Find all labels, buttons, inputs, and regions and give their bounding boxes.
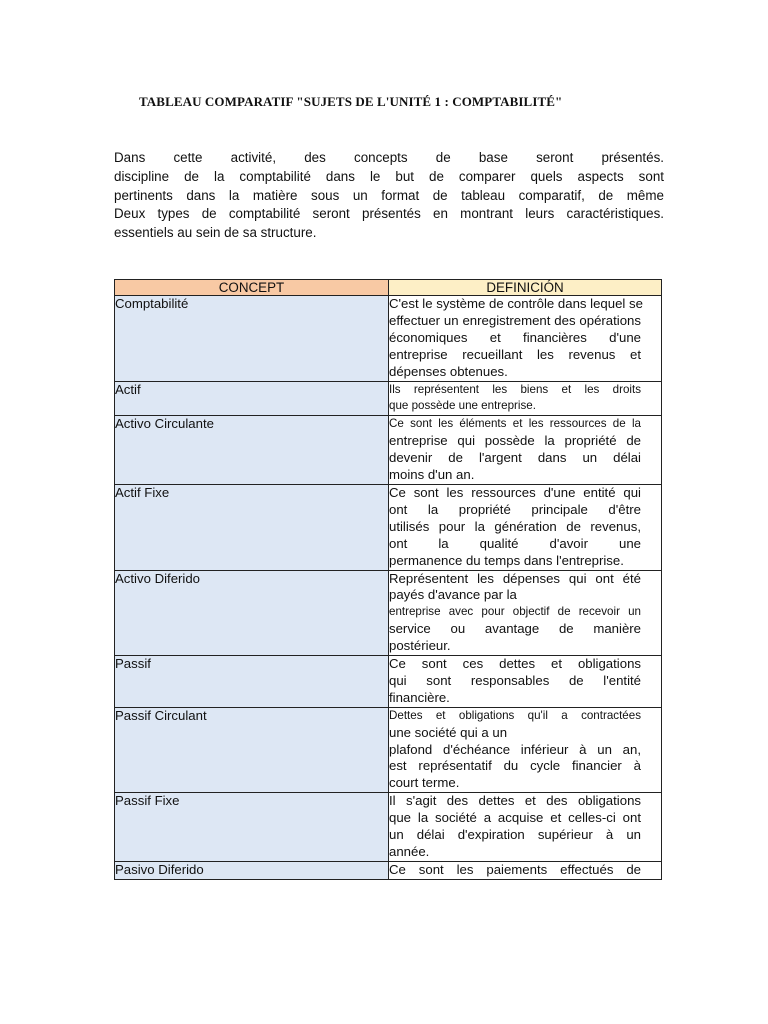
- definition-line: qui sont responsables de l'entité: [389, 672, 641, 688]
- definition-cell: [389, 570, 662, 656]
- concept-cell: Passif Circulant: [115, 707, 389, 793]
- document-title: TABLEAU COMPARATIF "SUJETS DE L'UNITÉ 1 : COMPTABILITÉ": [139, 94, 563, 109]
- definition-cell: [389, 656, 662, 708]
- definition-line: que la société a acquise et celles-ci ont: [389, 810, 641, 826]
- definition-cell: [389, 484, 662, 570]
- definition-line: entreprise recueillant les revenus et: [389, 346, 641, 362]
- intro-line: essentiels au sein de sa structure.: [114, 225, 317, 241]
- concept-cell: Actif Fixe: [115, 484, 389, 570]
- table-row: [115, 484, 662, 570]
- definition-cell: [389, 296, 662, 382]
- definition-line: Ils représentent les biens et les droits: [389, 382, 641, 396]
- intro-paragraph: [114, 149, 664, 243]
- definition-line: ont la qualité d'avoir une: [389, 535, 641, 551]
- definition-line: service ou avantage de manière: [389, 621, 641, 637]
- concept-cell: Comptabilité: [115, 296, 389, 382]
- definition-line: devenir de l'argent dans un délai: [389, 450, 641, 466]
- definition-cell: [389, 861, 662, 879]
- concept-cell: Passif: [115, 656, 389, 708]
- intro-line: Dans cette activité, des concepts de base seront présentés.: [114, 150, 664, 165]
- definition-line: C'est le système de contrôle dans lequel se: [389, 296, 643, 311]
- table-row: [115, 381, 662, 416]
- concept-cell: Pasivo Diferido: [115, 861, 389, 879]
- comparison-table: [114, 279, 662, 880]
- definition-line: permanence du temps dans l'entreprise.: [389, 552, 624, 568]
- definition-line: que possède une entreprise.: [389, 399, 536, 413]
- definition-line: Ce sont ces dettes et obligations: [389, 656, 641, 672]
- table-row: [115, 793, 662, 862]
- definition-line: effectuer un enregistrement des opérations: [389, 312, 641, 328]
- intro-line: Deux types de comptabilité seront présentés en montrant leurs caractéristiques.: [114, 206, 664, 222]
- table-row: [115, 416, 662, 485]
- definition-line: Ce sont les éléments et les ressources de la: [389, 417, 641, 431]
- concept-cell: Actif: [115, 381, 389, 416]
- definition-line: Dettes et obligations qu'il a contractées: [389, 708, 641, 722]
- definition-cell: [389, 793, 662, 862]
- definition-line: utilisés pour la génération de revenus,: [389, 518, 641, 534]
- concept-cell: Passif Fixe: [115, 793, 389, 862]
- definition-line: Ce sont les ressources d'une entité qui: [389, 484, 641, 500]
- definition-cell: [389, 707, 662, 793]
- table-row: [115, 656, 662, 708]
- concept-cell: Activo Circulante: [115, 416, 389, 485]
- definition-line: court terme.: [389, 775, 460, 791]
- definition-line: un délai d'expiration supérieur à un: [389, 827, 641, 843]
- intro-line: discipline de la comptabilité dans le but de comparer quels aspects sont: [114, 168, 664, 184]
- definition-line: une société qui a un: [389, 724, 508, 740]
- definition-line: dépenses obtenues.: [389, 363, 508, 379]
- definition-line: Il s'agit des dettes et des obligations: [389, 793, 641, 809]
- definition-line: postérieur.: [389, 638, 451, 654]
- table-row: [115, 861, 662, 879]
- definition-line: moins d'un an.: [389, 467, 475, 483]
- definition-line: Ce sont les paiements effectués de: [389, 861, 641, 877]
- definition-line: est représentatif du cycle financier à: [389, 758, 641, 774]
- table-row: [115, 296, 662, 382]
- definition-cell: [389, 381, 662, 416]
- table-header-row: [115, 280, 662, 296]
- definition-cell: [389, 416, 662, 485]
- concept-cell: Activo Diferido: [115, 570, 389, 656]
- definition-line: économiques et financières d'une: [389, 329, 641, 345]
- table-row: [115, 570, 662, 656]
- definition-line: Représentent les dépenses qui ont été: [389, 570, 641, 586]
- concept-column-header: CONCEPT: [115, 280, 389, 296]
- table-row: [115, 707, 662, 793]
- definition-line: entreprise avec pour objectif de recevoir un: [389, 605, 641, 619]
- definition-line: année.: [389, 844, 430, 859]
- intro-line: pertinents dans la matière sous un format de tableau comparatif, de même: [114, 187, 664, 203]
- definition-column-header: DEFINICIÓN: [389, 280, 662, 296]
- definition-line: plafond d'échéance inférieur à un an,: [389, 741, 641, 757]
- definition-line: financière.: [389, 689, 450, 705]
- definition-line: payés d'avance par la: [389, 587, 517, 603]
- definition-line: ont la propriété principale d'être: [389, 501, 641, 517]
- definition-line: entreprise qui possède la propriété de: [389, 433, 641, 449]
